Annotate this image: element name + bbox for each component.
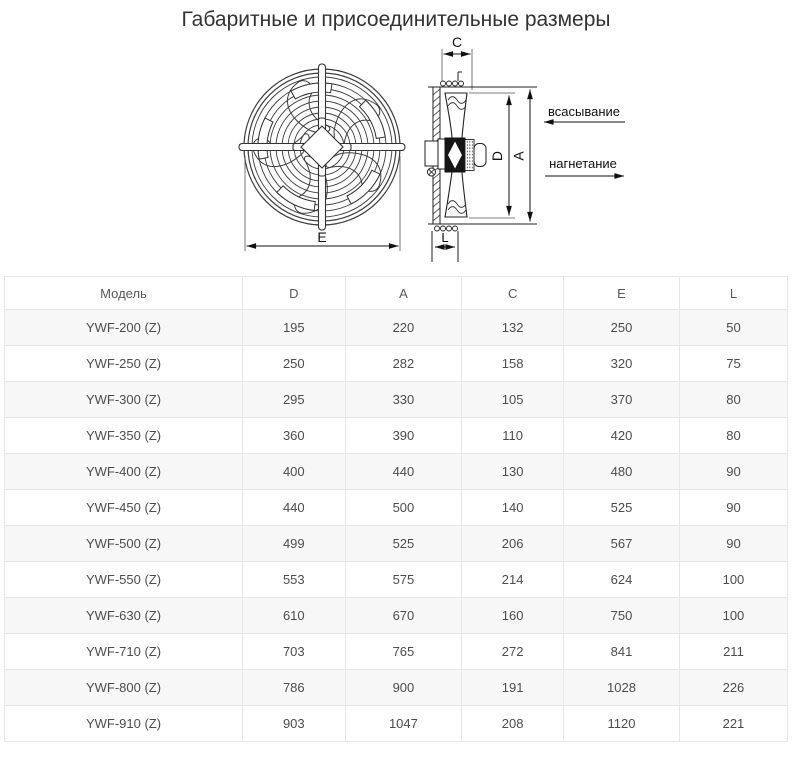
cell-l: 80	[679, 418, 787, 454]
cell-l: 75	[679, 346, 787, 382]
cell-a: 525	[345, 526, 462, 562]
column-header-model: Модель	[5, 277, 243, 310]
cell-e: 567	[564, 526, 680, 562]
dimension-l	[435, 230, 455, 247]
column-header-e: E	[564, 277, 680, 310]
cell-c: 191	[462, 670, 564, 706]
cell-d: 610	[243, 598, 346, 634]
dimensions-table	[4, 276, 788, 742]
cell-c: 105	[462, 382, 564, 418]
fan-front-view	[239, 64, 405, 251]
cell-a: 440	[345, 454, 462, 490]
suction-label: всасывание	[548, 104, 620, 119]
cell-model: YWF-630 (Z)	[5, 598, 243, 634]
cell-d: 903	[243, 706, 346, 742]
cell-l: 221	[679, 706, 787, 742]
table-row	[5, 454, 788, 490]
cell-a: 500	[345, 490, 462, 526]
cell-model: YWF-710 (Z)	[5, 634, 243, 670]
cell-d: 499	[243, 526, 346, 562]
fan-dimensions-drawing	[0, 32, 792, 272]
flow-direction	[544, 104, 625, 176]
cell-c: 206	[462, 526, 564, 562]
cell-model: YWF-800 (Z)	[5, 670, 243, 706]
dimension-a	[511, 90, 531, 222]
cell-e: 841	[564, 634, 680, 670]
cell-a: 220	[345, 310, 462, 346]
dimensions-table-body	[5, 310, 788, 742]
cell-model: YWF-200 (Z)	[5, 310, 243, 346]
cell-d: 295	[243, 382, 346, 418]
cell-c: 158	[462, 346, 564, 382]
cell-e: 250	[564, 310, 680, 346]
table-row	[5, 562, 788, 598]
cell-l: 100	[679, 562, 787, 598]
cell-c: 132	[462, 310, 564, 346]
cell-l: 100	[679, 598, 787, 634]
cell-a: 765	[345, 634, 462, 670]
cell-l: 90	[679, 526, 787, 562]
table-row	[5, 418, 788, 454]
cell-d: 786	[243, 670, 346, 706]
hub-cover	[301, 126, 343, 168]
column-header-d: D	[243, 277, 346, 310]
cell-e: 370	[564, 382, 680, 418]
cell-e: 1120	[564, 706, 680, 742]
column-header-a: A	[345, 277, 462, 310]
discharge-label: нагнетание	[549, 156, 617, 171]
cell-l: 90	[679, 454, 787, 490]
motor	[425, 138, 486, 176]
table-row	[5, 346, 788, 382]
cell-a: 1047	[345, 706, 462, 742]
cell-a: 670	[345, 598, 462, 634]
cell-l: 80	[679, 382, 787, 418]
cell-d: 703	[243, 634, 346, 670]
table-row	[5, 382, 788, 418]
cell-model: YWF-350 (Z)	[5, 418, 243, 454]
cell-c: 272	[462, 634, 564, 670]
cell-d: 440	[243, 490, 346, 526]
cell-e: 750	[564, 598, 680, 634]
cell-e: 420	[564, 418, 680, 454]
fan-side-view	[425, 34, 537, 262]
cell-e: 480	[564, 454, 680, 490]
dimension-e-label: E	[317, 229, 327, 245]
cell-a: 575	[345, 562, 462, 598]
page-title: Габаритные и присоединительные размеры	[181, 8, 611, 31]
cell-model: YWF-250 (Z)	[5, 346, 243, 382]
cell-c: 160	[462, 598, 564, 634]
cell-d: 195	[243, 310, 346, 346]
cell-model: YWF-910 (Z)	[5, 706, 243, 742]
table-row	[5, 598, 788, 634]
cell-c: 214	[462, 562, 564, 598]
dimension-a-label: A	[510, 151, 527, 161]
dimension-l-label: L	[441, 230, 449, 245]
table-row	[5, 310, 788, 346]
cell-a: 900	[345, 670, 462, 706]
cell-e: 1028	[564, 670, 680, 706]
dimension-d-label: D	[489, 150, 505, 162]
cell-c: 140	[462, 490, 564, 526]
cell-a: 390	[345, 418, 462, 454]
cell-d: 250	[243, 346, 346, 382]
column-header-c: C	[462, 277, 564, 310]
cell-c: 130	[462, 454, 564, 490]
cell-l: 50	[679, 310, 787, 346]
cell-e: 624	[564, 562, 680, 598]
cell-l: 226	[679, 670, 787, 706]
table-row	[5, 490, 788, 526]
cell-model: YWF-550 (Z)	[5, 562, 243, 598]
cell-e: 525	[564, 490, 680, 526]
cell-model: YWF-400 (Z)	[5, 454, 243, 490]
cell-model: YWF-450 (Z)	[5, 490, 243, 526]
cell-model: YWF-300 (Z)	[5, 382, 243, 418]
cell-c: 208	[462, 706, 564, 742]
table-row	[5, 634, 788, 670]
cell-c: 110	[462, 418, 564, 454]
column-header-l: L	[679, 277, 787, 310]
cell-d: 400	[243, 454, 346, 490]
table-row	[5, 526, 788, 562]
table-row	[5, 706, 788, 742]
cell-l: 90	[679, 490, 787, 526]
cell-d: 360	[243, 418, 346, 454]
table-header-row	[5, 277, 788, 310]
cell-e: 320	[564, 346, 680, 382]
cell-model: YWF-500 (Z)	[5, 526, 243, 562]
cell-l: 211	[679, 634, 787, 670]
cell-a: 330	[345, 382, 462, 418]
cell-d: 553	[243, 562, 346, 598]
dimension-c-label: C	[451, 34, 463, 50]
cell-a: 282	[345, 346, 462, 382]
table-row	[5, 670, 788, 706]
